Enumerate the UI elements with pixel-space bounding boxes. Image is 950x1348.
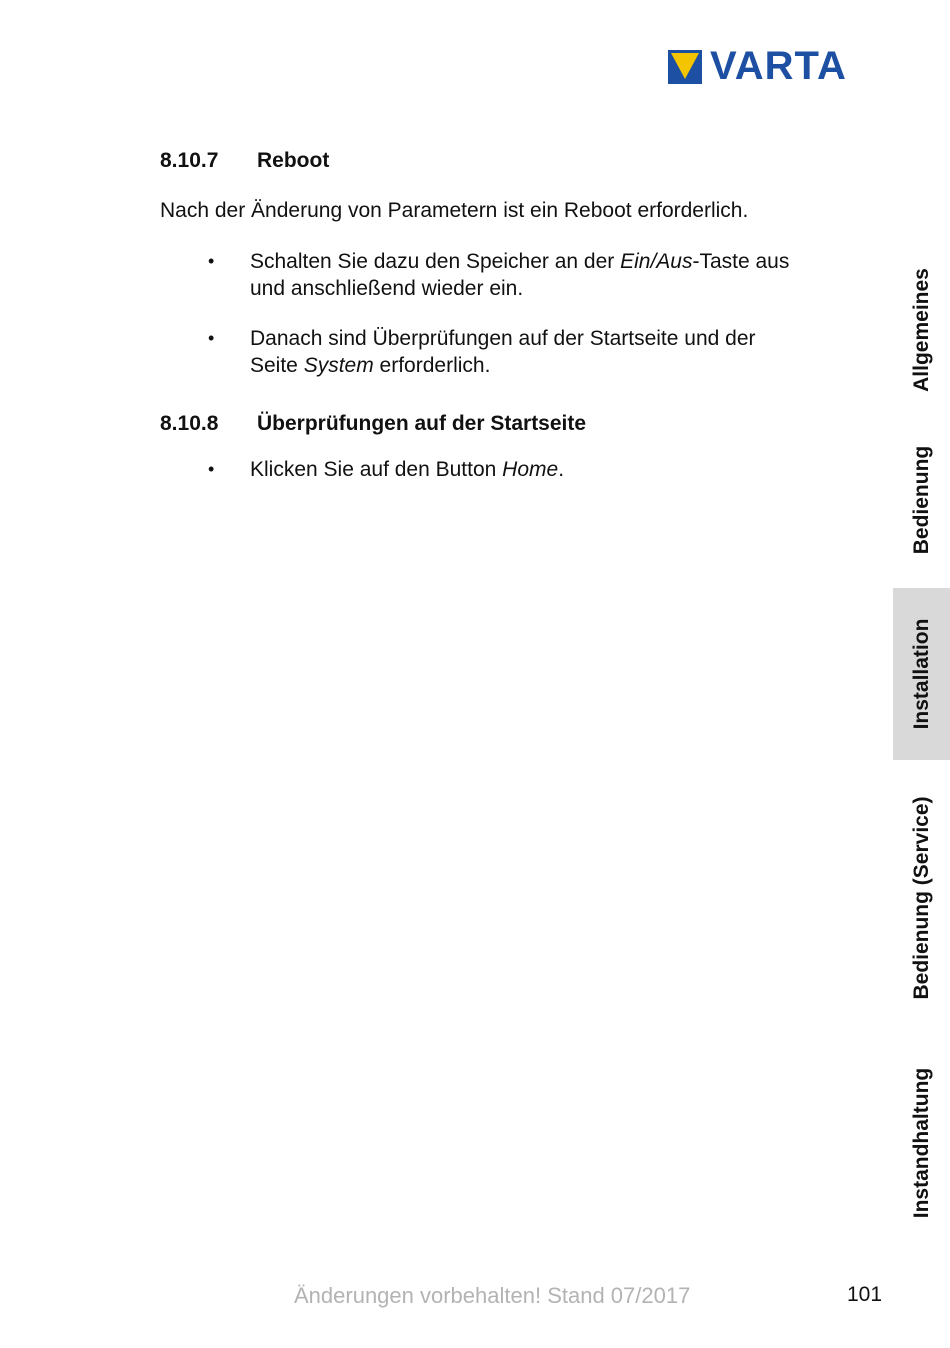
emphasis-home: Home	[502, 458, 559, 481]
section-heading-startseite	[160, 412, 586, 436]
text-segment: .	[558, 458, 565, 481]
side-tab-instandhaltung[interactable]	[893, 1050, 950, 1235]
varta-logo	[668, 44, 876, 88]
text-segment: Schalten Sie dazu den Speicher an der	[250, 250, 621, 273]
text-segment: Seite	[250, 354, 304, 377]
footer-notice: Änderungen vorbehalten! Stand 07/2017	[294, 1283, 691, 1308]
list-item-text	[250, 248, 850, 302]
intro-paragraph: Nach der Änderung von Parametern ist ein Reboot erforderlich.	[160, 199, 749, 222]
section-title: Überprüfungen auf der Startseite	[257, 412, 587, 435]
side-tab-label: Allgemeines	[909, 268, 933, 392]
text-line: Danach sind Überprüfungen auf der Startseite und der	[250, 327, 756, 350]
section-number: 8.10.8	[160, 412, 219, 435]
text-segment: Klicken Sie auf den Button	[250, 458, 503, 481]
text-segment: -Taste aus	[692, 250, 790, 273]
section-heading-reboot	[160, 149, 329, 173]
side-tab-label: Instandhaltung	[909, 1067, 933, 1218]
list-item-text	[250, 456, 850, 483]
text-line: und anschließend wieder ein.	[250, 277, 524, 300]
side-tab-allgemeines[interactable]	[893, 245, 950, 415]
page-number: 101	[847, 1283, 883, 1306]
bullet-icon: •	[208, 251, 215, 271]
emphasis-ein-aus: Ein/Aus	[620, 250, 693, 273]
varta-logo-text: VARTA	[710, 44, 847, 88]
side-tab-label: Bedienung	[909, 445, 933, 555]
text-segment: erforderlich.	[373, 354, 491, 377]
side-tab-bedienung-service[interactable]	[893, 775, 950, 1020]
section-title: Reboot	[257, 149, 330, 172]
emphasis-system: System	[303, 354, 374, 377]
side-tab-bedienung[interactable]	[893, 425, 950, 575]
varta-logo-mark	[668, 50, 702, 84]
section-number: 8.10.7	[160, 149, 219, 172]
list-item-text	[250, 325, 850, 379]
bullet-icon: •	[208, 328, 215, 348]
side-tab-label: Bedienung (Service)	[909, 795, 933, 1000]
side-tab-installation[interactable]	[893, 588, 950, 760]
side-tab-label: Installation	[909, 618, 933, 730]
bullet-icon: •	[208, 459, 215, 479]
